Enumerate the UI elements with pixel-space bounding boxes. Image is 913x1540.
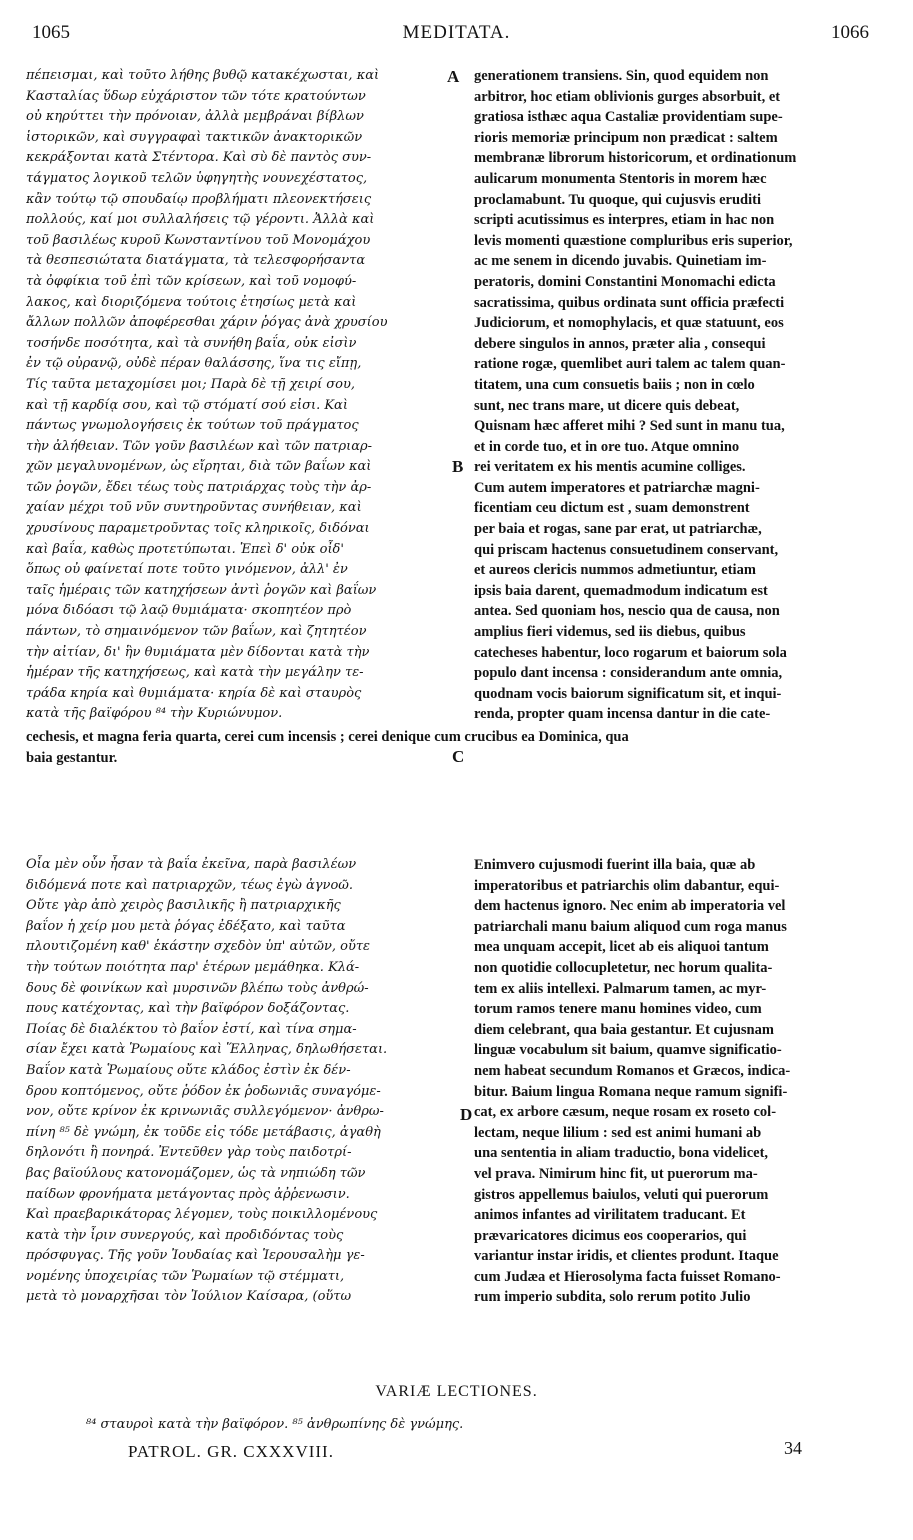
text-line: per baia et rogas, sane par erat, ut patriarchæ, xyxy=(474,521,762,538)
variant-notes: ⁸⁴ σταυροὶ κατὰ τὴν βαϊφόρον. ⁸⁵ ἀνθρωπίνης δὲ γνώμης. xyxy=(86,1417,464,1432)
latin-column-bottom xyxy=(474,855,894,1308)
text-line: Judiciorum, et nomophylacis, et quæ statuunt, eos xyxy=(474,315,784,332)
text-line: χαίαν μέχρι τοῦ νῦν συντηροῦντας συνήθειαν, καὶ xyxy=(26,500,362,516)
text-line: et in corde tuo, et in ore tuo. Atque omnino xyxy=(474,438,740,455)
text-line: καὶ τῇ καρδίᾳ σου, καὶ τῷ στόματί σού εἰσι. Καὶ xyxy=(26,397,348,413)
text-line: παίδων φρονήματα μετάγοντας πρὸς ἀῤῥενωσιν. xyxy=(26,1186,350,1202)
text-line: τράδα κηρία καὶ θυμιάματα· κηρία δὲ καὶ σταυρὸς xyxy=(26,685,362,701)
margin-letter-c: C xyxy=(452,747,465,766)
sheet-number: 34 xyxy=(784,1438,802,1458)
text-line: vel prava. Nimirum hinc fit, ut puerorum ma- xyxy=(474,1165,758,1182)
text-line: mea unquam accepit, licet ab eis aliquoi tantum xyxy=(474,939,769,956)
text-line: tem ex aliis intellexi. Palmarum tamen, ac myr- xyxy=(474,980,767,997)
text-line: ταῖς ἡμέραις τῶν κατηχήσεων ἀντὶ ῥογῶν καὶ βαΐων xyxy=(26,582,377,598)
running-header xyxy=(0,22,913,52)
patrol-signature: PATROL. GR. CXXXVIII. xyxy=(128,1442,334,1461)
text-line: ipsis baia darent, quemadmodum indicatum est xyxy=(474,582,768,599)
text-line: δρου κοπτόμενος, οὔτε ῥόδον ἐκ ῥοδωνιᾶς συναγόμε- xyxy=(26,1083,381,1099)
text-line: prævaricatores dicimus eos cooperarios, qui xyxy=(474,1227,747,1244)
text-line: qui priscam hactenus consuetudinem conservant, xyxy=(474,541,779,558)
text-line: βας βαϊούλους κατονομάζομεν, ὡς τὰ νηπιώδη τῶν xyxy=(26,1165,366,1181)
text-line: rei veritatem ex his mentis acumine colliges. xyxy=(474,459,746,476)
text-line: ὅπως οὐ φαίνεταί ποτε τοῦτο γινόμενον, ἀλλ' ἐν xyxy=(26,562,348,578)
text-line: κἂν τούτῳ τῷ σπουδαίῳ προβλήματι πλεονεκτήσεις xyxy=(26,191,372,207)
text-line: Βαΐον κατὰ Ῥωμαίους οὔτε κλάδος ἐστὶν ἐκ δέν- xyxy=(26,1062,351,1078)
text-line: πάντως γνωμολογήσεις ἐκ τούτων τοῦ πράγματος xyxy=(26,418,359,434)
text-line: renda, propter quam incensa dantur in die cate- xyxy=(474,706,771,723)
text-line: τὰ ὀφφίκια τοῦ ἐπὶ τῶν κρίσεων, καὶ τοῦ νομοφύ- xyxy=(26,273,357,289)
text-line: sacratissima, quibus ordinata sunt officia præfecti xyxy=(474,294,785,311)
text-line: τὴν ἀλήθειαν. Τῶν γοῦν βασιλέων καὶ τῶν πατριαρ- xyxy=(26,438,373,454)
text-line: aulicarum monumenta Stentoris in morem hæc xyxy=(474,170,767,187)
text-line: κατὰ τὴν ἶριν συνεργούς, καὶ προδιδόντας τοὺς xyxy=(26,1227,344,1243)
text-line: διδόμενά ποτε καὶ πατριαρχῶν, τέως ἐγὼ ἀγνοῶ. xyxy=(26,877,354,893)
text-line: proclamabunt. Tu quoque, qui cujusvis eruditi xyxy=(474,191,762,208)
greek-column-top xyxy=(26,66,470,725)
text-line: κεκράξονται κατὰ Στέντορα. Καὶ σὺ δὲ παντὸς συν- xyxy=(26,150,372,166)
text-line: δους δὲ φοινίκων καὶ μυρσινῶν βλέπω τοὺς ἀνθρώ- xyxy=(26,980,369,996)
text-line: καὶ βαΐα, καθὼς προτετύπωται. Ἐπεὶ δ' οὐκ οἶδ' xyxy=(26,541,344,557)
text-line: populo dant incensa : considerandum ante omnia, xyxy=(474,665,783,682)
text-line: πολλούς, καί μοι συλλαλήσεις τῷ γέροντι. Ἀλλὰ καὶ xyxy=(26,212,375,228)
text-line: ἡμέραν τῆς κατηχήσεως, καὶ κατὰ τὴν μεγάλην τε- xyxy=(26,665,364,681)
text-line: peratoris, domini Constantini Monomachi edicta xyxy=(474,273,776,290)
text-line: torum ramos tenere manu homines video, cum xyxy=(474,1001,762,1018)
variae-lectiones-heading: VARIÆ LECTIONES. xyxy=(375,1383,538,1400)
text-line: amplius fieri videmus, sed iis diebus, quibus xyxy=(474,624,746,641)
text-line: rum imperio subdita, solo rerum potito Julio xyxy=(474,1289,751,1306)
greek-column-bottom xyxy=(26,855,473,1308)
text-line: scripti acutissimus es interpres, etiam in hac non xyxy=(474,212,775,229)
text-line: lectam, neque lilium : sed est animi humani ab xyxy=(474,1124,762,1141)
text-line: πλουτιζομένη καθ' ἑκάστην σχεδὸν ὑπ' αὐτῶν, οὔτε xyxy=(26,939,371,955)
text-line: τῶν ῥογῶν, ἔδει τέως τοὺς πατριάρχας τοὺς τὴν ἀρ- xyxy=(26,479,372,495)
margin-letter-a: A xyxy=(447,67,460,86)
text-line: βαΐον ἡ χείρ μου μετὰ ῥόγας ἐδέξατο, καὶ ταῦτα xyxy=(26,918,346,934)
text-line: quodnam vocis baiorum significatum sit, et inqui- xyxy=(474,685,782,702)
text-line: sunt, nec trans mare, ut dicere quis debeat, xyxy=(474,397,740,414)
text-line: πίνη ⁸⁵ δὲ γνώμη, ἐκ τοῦδε εἰς τόδε μετάβασις, ἀγαθὴ xyxy=(26,1124,381,1140)
text-line: Ποίας δὲ διαλέκτου τὸ βαΐον ἐστί, καὶ τίνα σημα- xyxy=(26,1021,357,1037)
text-line: titatem, una cum consuetis baiis ; non in cœlo xyxy=(474,376,755,393)
text-line: non quotidie collocupletetur, nec horum qualita- xyxy=(474,959,773,976)
text-line: ἄλλων πολλῶν ἀποφέρεσθαι χάριν ῥόγας ἀνὰ χρυσίου xyxy=(26,315,388,331)
text-line: membranæ librorum historicorum, et ordinationum xyxy=(474,150,797,167)
text-line: Τίς ταῦτα μεταχομίσει μοι; Παρὰ δὲ τῇ χειρί σου, xyxy=(26,376,356,392)
text-line: χρυσίνους παραμετροῦντας τοῖς κληρικοῖς, διδόναι xyxy=(26,521,370,537)
text-line: animos infantes ad virilitatem traducant. Et xyxy=(474,1207,746,1224)
text-line: baia gestantur. xyxy=(26,749,118,766)
text-line: cat, ex arbore cæsum, neque rosam ex roseto col- xyxy=(474,1104,777,1121)
text-line: Καὶ πραεβαρικάτορας λέγομεν, τοὺς ποικιλλομένους xyxy=(26,1207,378,1223)
text-line: νον, οὔτε κρίνον ἐκ κρινωνιᾶς συλλεγόμενον· ἀνθρω- xyxy=(26,1104,384,1120)
page-number-left: 1065 xyxy=(32,22,70,43)
text-line: debere singulos in annos, præter alia , consequi xyxy=(474,335,766,352)
text-line: gratiosa isthæc aqua Castaliæ providentiam supe- xyxy=(474,109,783,126)
text-line: variantur instar iridis, et clientes produnt. Itaque xyxy=(474,1248,779,1265)
text-line: arbitror, hoc etiam oblivionis gurges absorbuit, et xyxy=(474,88,781,105)
margin-letter-d: D xyxy=(460,1105,473,1124)
text-line: ἐν τῷ οὐρανῷ, οὐδὲ πέραν θαλάσσης, ἵνα τις εἴπῃ, xyxy=(26,356,362,372)
text-line: ficentiam ceu dictum est , suam demonstrent xyxy=(474,500,750,517)
text-line: dem hactenus ignoro. Nec enim ab imperatoria vel xyxy=(474,898,786,915)
text-line: nem habeat secundum Romanos et Græcos, indica- xyxy=(474,1062,791,1079)
text-line: μόνα διδόασι τῷ λαῷ θυμιάματα· σκοπητέον πρὸ xyxy=(26,603,352,619)
text-line: gistros appellemus baiulos, veluti qui puerorum xyxy=(474,1186,769,1203)
text-line: λακος, καὶ διοριζόμενα τούτοις ἐτησίως μετὰ καὶ xyxy=(26,294,357,310)
text-line: diem celebrant, qua baia gestantur. Et cujusnam xyxy=(474,1021,774,1038)
text-line: generationem transiens. Sin, quod equidem non xyxy=(474,68,769,84)
text-line: χῶν μεγαλυνομένων, ὡς εἴρηται, διὰ τῶν βαΐων καὶ xyxy=(26,459,372,475)
text-line: linguæ vocabulum sit baium, quamve significatio- xyxy=(474,1042,782,1059)
text-line: τοσήνδε ποσότητα, καὶ τὰ συνήθη βαΐα, οὐκ εἰσὶν xyxy=(26,335,357,351)
text-line: τὴν αἰτίαν, δι' ἣν θυμιάματα μὲν δίδονται κατὰ τὴν xyxy=(26,644,370,660)
text-line: οὐ κηρύττει τὴν πρόνοιαν, ἀλλὰ μεμβράναι βίβλων xyxy=(26,109,364,125)
text-line: levis momenti quæstione compluribus eris superior, xyxy=(474,232,793,249)
text-line: bitur. Baium lingua Romana neque ramum signifi- xyxy=(474,1083,788,1100)
running-title: MEDITATA. xyxy=(402,22,511,43)
text-line: Κασταλίας ὕδωρ εὐχάριστον τῶν τότε κρατούντων xyxy=(26,88,366,104)
text-line: Quisnam hæc afferet mihi ? Sed sunt in manu tua, xyxy=(474,418,785,435)
page-number-right: 1066 xyxy=(831,22,869,43)
text-line: Enimvero cujusmodi fuerint illa baia, quæ ab xyxy=(474,857,756,873)
text-line: Οὔτε γὰρ ἀπὸ χειρὸς βασιλικῆς ἢ πατριαρχικῆς xyxy=(26,898,341,914)
text-line: τάγματος λογικοῦ τελῶν ὑφηγητὴς νουνεχέστατος, xyxy=(26,170,368,186)
text-line: πρόσφυγας. Τῆς γοῦν Ἰουδαίας καὶ Ἱερουσαλὴμ γε- xyxy=(26,1248,365,1264)
text-line: δηλονότι ἢ πονηρά. Ἐντεῦθεν γὰρ τοὺς παιδοτρί- xyxy=(26,1145,352,1161)
text-line: patriarchali manu baium aliquod cum roga manus xyxy=(474,918,787,935)
text-line: ἱστορικῶν, καὶ συγγραφαὶ τακτικῶν ἀνακτορικῶν xyxy=(26,129,363,145)
text-line: catecheses habentur, loco rogarum et baiorum sola xyxy=(474,644,787,661)
text-line: νομένης ὑποχειρίας τῶν Ῥωμαίων τῷ στέμματι, xyxy=(26,1268,345,1284)
text-line: rioris memoriæ principum non prædicat : saltem xyxy=(474,129,778,146)
text-line: πάντων, τὸ σημαινόμενον τῶν βαΐων, καὶ ζητητέον xyxy=(26,624,367,640)
text-line: et aureos clericis nummos admetiuntur, etiam xyxy=(474,562,756,579)
text-line: πους κατέχοντας, καὶ τὴν βαϊφόρον δοξάζοντας. xyxy=(26,1001,350,1017)
text-line: cum Judæa et Hierosolyma facta fuisset Romano- xyxy=(474,1268,781,1285)
text-line: πέπεισμαι, καὶ τοῦτο λήθης βυθῷ κατακέχωσται, καὶ xyxy=(26,68,380,83)
text-line: imperatoribus et patriarchis olim dabantur, equi- xyxy=(474,877,780,894)
margin-letter-b: B xyxy=(452,457,464,476)
text-line: τοῦ βασιλέως κυροῦ Κωνσταντίνου τοῦ Μονομάχου xyxy=(26,232,371,248)
text-line: una sententia in aliam traductio, bona videlicet, xyxy=(474,1145,769,1162)
text-line: ratione rogæ, quemlibet auri talem ac talem quan- xyxy=(474,356,786,373)
text-line: antea. Sed quoniam hos, nescio qua de causa, non xyxy=(474,603,780,620)
text-line: κατὰ τῆς βαϊφόρου ⁸⁴ τὴν Κυριώνυμον. xyxy=(26,706,283,722)
text-line: μετὰ τὸ μοναρχῆσαι τὸν Ἰούλιον Καίσαρα, (οὕτω xyxy=(26,1289,352,1305)
text-line: σίαν ἔχει κατὰ Ῥωμαίους καὶ Ἕλληνας, δηλωθήσεται. xyxy=(26,1042,388,1058)
text-line: τὴν τούτων ποιότητα παρ' ἑτέρων μεμάθηκα. Κλά- xyxy=(26,959,360,975)
text-line: ac me senem in dicendo juvabis. Quinetiam im- xyxy=(474,253,767,270)
text-line: Cum autem imperatores et patriarchæ magni- xyxy=(474,479,760,496)
text-line: τὰ θεσπεσιώτατα διατάγματα, τὰ τελεσφορήσαντα xyxy=(26,253,366,269)
text-line: cechesis, et magna feria quarta, cerei cum incensis ; cerei denique cum crucibus ea Dominica, qua xyxy=(26,729,629,745)
text-line: Οἷα μὲν οὖν ἦσαν τὰ βαΐα ἐκεῖνα, παρὰ βασιλέων xyxy=(26,857,357,872)
